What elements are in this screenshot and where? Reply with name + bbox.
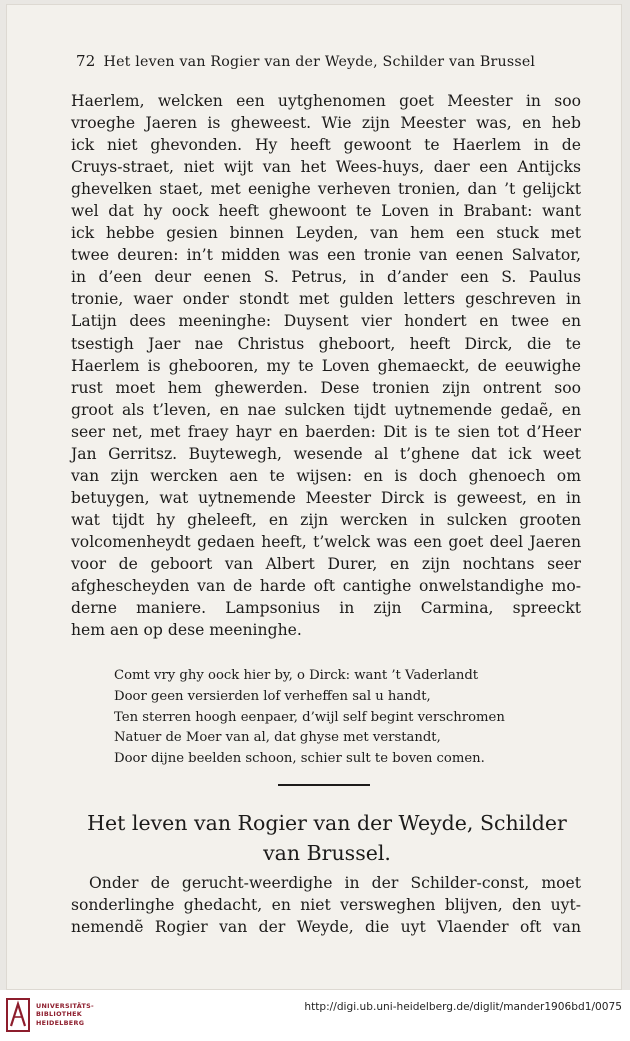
permalink-url[interactable]: http://digi.ub.uni-heidelberg.de/diglit/mander1906bd1/0075 — [304, 1001, 622, 1013]
text-line: hem aen op dese meeninghe. — [71, 621, 302, 640]
text-line: ghevelken staet, met eenighe verheven tronien, dan ’t gelijckt — [71, 180, 581, 199]
running-header — [76, 52, 556, 70]
library-logo-text — [36, 1002, 94, 1027]
logo-line: BIBLIOTHEK — [36, 1010, 83, 1019]
text-line: tsestigh Jaer nae Christus gheboort, heeft Dirck, die te — [71, 334, 581, 353]
text-line: betuygen, wat uytnemende Meester Dirck is geweest, en in — [71, 488, 581, 507]
running-title: Het leven van Rogier van der Weyde, Schilder van Brussel — [103, 54, 536, 70]
logo-line: HEIDELBERG — [36, 1018, 85, 1027]
text-line: tronie, waer onder stondt met gulden letters geschreven in — [71, 290, 581, 309]
poem-line: Door geen versierden lof verheffen sal u handt, — [114, 688, 431, 704]
chapter-text — [71, 872, 581, 938]
text-line: volcomenheydt gedaen heeft, t’welck was een goet deel Jaeren — [71, 532, 581, 551]
text-line: van zijn wercken aen te wijsen: en is doch ghenoech om — [71, 466, 581, 485]
poem-line: Comt vry ghy oock hier by, o Dirck: want ’t Vaderlandt — [114, 668, 479, 683]
poem-line: Door dijne beelden schoon, schier sult te boven comen. — [114, 751, 485, 767]
chapter-title — [68, 808, 586, 868]
text-line: afghescheyden van de harde oft cantighe onwelstandighe mo- — [71, 577, 581, 596]
library-logo-icon[interactable] — [6, 998, 30, 1032]
section-divider — [278, 784, 370, 786]
text-line: ick niet ghevonden. Hy heeft gewoont te Haerlem in de — [71, 136, 581, 155]
text-line: Cruys-straet, niet wijt van het Wees-huys, daer een Antijcks — [71, 158, 581, 177]
page-number: 72 — [76, 52, 96, 70]
text-line: seer net, met fraey hayr en baerden: Dit is te sien tot d’Heer — [71, 422, 581, 441]
text-line: nemendẽ Rogier van der Weyde, die uyt Vlaender oft van — [71, 918, 581, 937]
text-line: wat tijdt hy gheleeft, en zijn wercken in sulcken grooten — [71, 510, 581, 529]
text-line: twee deuren: in’t midden was een tronie van eenen Salvator, — [71, 246, 581, 265]
chapter-title-line: van Brussel. — [263, 841, 391, 865]
text-line: Latijn dees meeninghe: Duysent vier hondert en twee en — [71, 312, 581, 331]
text-line: sonderlinghe ghedacht, en niet versweghen blijven, den uyt- — [71, 896, 581, 915]
poem-line: Ten sterren hoogh eenpaer, d’wijl self begint verschromen — [114, 709, 505, 725]
text-line: in d’een deur eenen S. Petrus, in d’ander een S. Paulus — [71, 268, 581, 287]
text-line: ick hebbe gesien binnen Leyden, van hem een stuck met — [71, 224, 581, 243]
book-page — [6, 4, 622, 990]
text-line: Jan Gerritsz. Buytewegh, wesende al t’ghene dat ick weet — [71, 444, 581, 463]
text-line: Haerlem is ghebooren, my te Loven ghemaeckt, de eeuwighe — [71, 356, 581, 375]
text-line: Onder de gerucht-weerdighe in der Schilder-const, moet — [89, 874, 581, 892]
text-line: rust moet hem ghewerden. Dese tronien zijn ontrent soo — [71, 378, 581, 397]
poem — [114, 666, 554, 770]
text-line: wel dat hy oock heeft ghewoont te Loven in Brabant: want — [71, 202, 581, 221]
poem-line: Natuer de Moer van al, dat ghyse met verstandt, — [114, 730, 441, 746]
text-line: vroeghe Jaeren is gheweest. Wie zijn Meester was, en heb — [71, 114, 581, 133]
logo-line: UNIVERSITÄTS- — [36, 1002, 94, 1010]
text-line: derne maniere. Lampsonius in zijn Carmina, spreeckt — [71, 599, 581, 618]
footer-bar — [0, 990, 630, 1041]
chapter-title-line: Het leven van Rogier van der Weyde, Schilder — [87, 811, 567, 835]
text-line: voor de geboort van Albert Durer, en zijn nochtans seer — [71, 554, 581, 573]
body-text — [71, 90, 581, 641]
text-line: groot als t’leven, en nae sulcken tijdt uytnemende gedaẽ, en — [71, 400, 581, 419]
text-line: Haerlem, welcken een uytghenomen goet Meester in soo — [71, 92, 581, 110]
